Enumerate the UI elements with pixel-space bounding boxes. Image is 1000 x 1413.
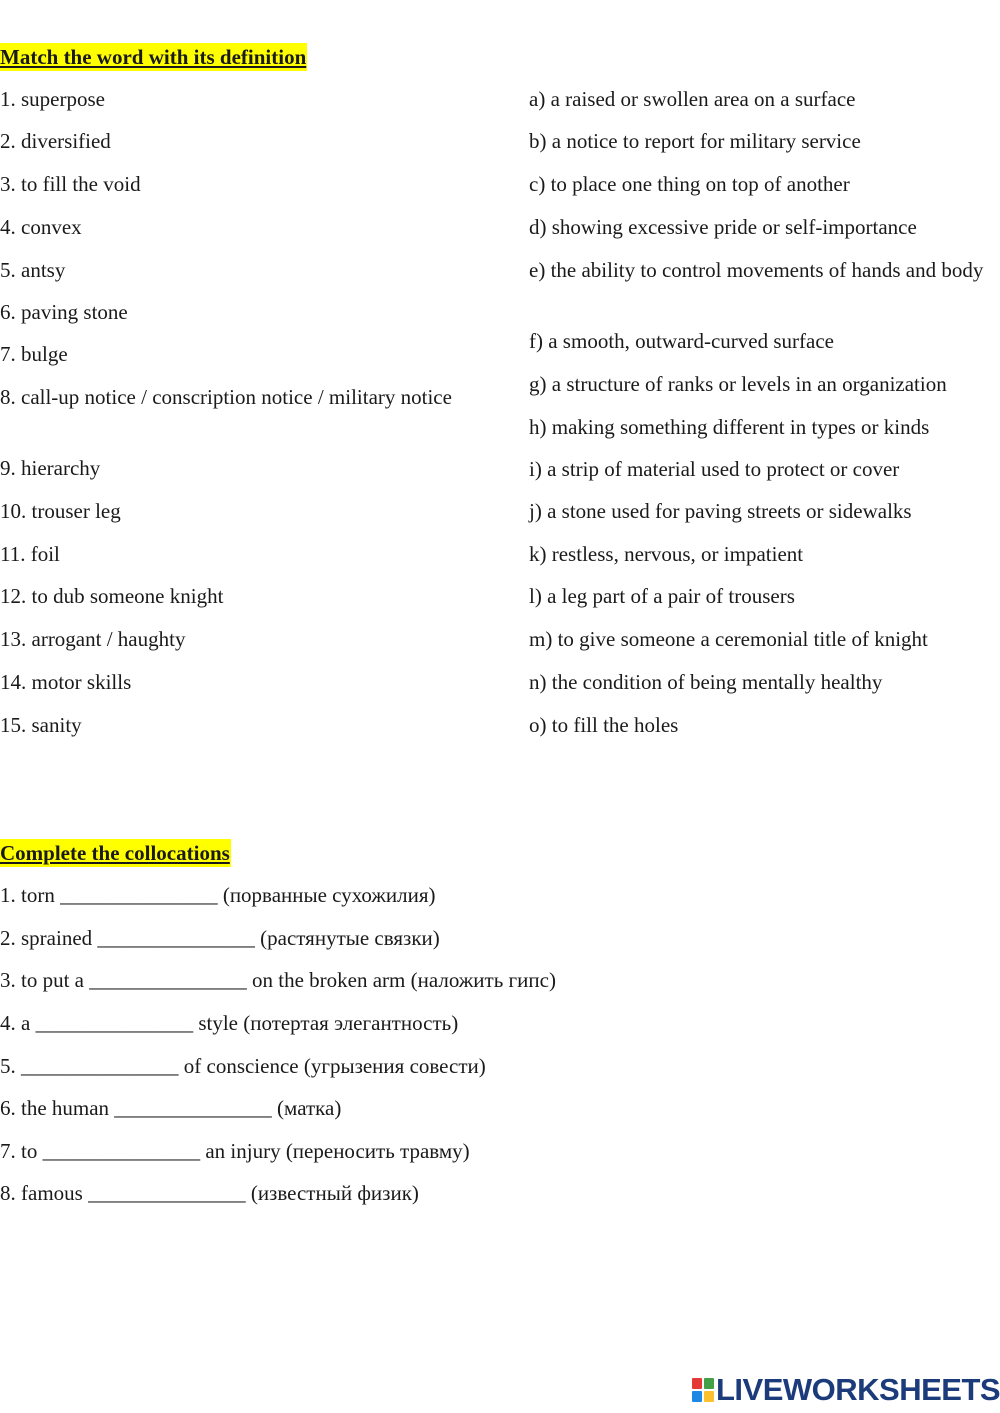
definition-item: i) a strip of material used to protect or cover	[529, 457, 900, 481]
definition-item: b) a notice to report for military service	[529, 129, 861, 153]
word-item: 3. to fill the void	[0, 172, 141, 196]
collocation-item: 5. _______________ of conscience (угрызения совести)	[0, 1054, 486, 1078]
definition-item: k) restless, nervous, or impatient	[529, 542, 804, 566]
match-heading: Match the word with its definition	[0, 45, 307, 69]
definition-item: n) the condition of being mentally healthy	[529, 670, 883, 694]
definition-item: a) a raised or swollen area on a surface	[529, 87, 856, 111]
word-item: 12. to dub someone knight	[0, 584, 224, 608]
collocation-item: 7. to _______________ an injury (переносить травму)	[0, 1139, 470, 1163]
word-item: 2. diversified	[0, 129, 111, 153]
definition-item: g) a structure of ranks or levels in an organization	[529, 372, 947, 396]
word-item: 7. bulge	[0, 342, 68, 366]
logo-square	[692, 1391, 702, 1402]
definition-item: l) a leg part of a pair of trousers	[529, 584, 795, 608]
word-item: 5. antsy	[0, 258, 66, 282]
logo-square	[704, 1378, 714, 1389]
word-item: 10. trouser leg	[0, 499, 121, 523]
definition-item: j) a stone used for paving streets or sidewalks	[529, 499, 912, 523]
word-item: 15. sanity	[0, 713, 82, 737]
definition-item: d) showing excessive pride or self-importance	[529, 215, 917, 239]
collocations-heading: Complete the collocations	[0, 841, 230, 865]
word-item: 9. hierarchy	[0, 456, 101, 480]
collocation-item: 1. torn _______________ (порванные сухожилия)	[0, 883, 436, 907]
liveworksheets-logo	[692, 1372, 1000, 1408]
word-item: 11. foil	[0, 542, 60, 566]
logo-text: LIVEWORKSHEETS	[716, 1372, 1000, 1407]
definition-item: e) the ability to control movements of hands and body	[529, 258, 984, 282]
collocation-item: 8. famous _______________ (известный физик)	[0, 1181, 419, 1205]
logo-grid-icon	[692, 1378, 714, 1402]
definition-item: c) to place one thing on top of another	[529, 172, 850, 196]
word-item: 4. convex	[0, 215, 82, 239]
definition-item: f) a smooth, outward-curved surface	[529, 329, 834, 353]
word-item: 1. superpose	[0, 87, 105, 111]
definition-item: o) to fill the holes	[529, 713, 679, 737]
word-item: 14. motor skills	[0, 670, 132, 694]
word-item: 6. paving stone	[0, 300, 128, 324]
collocation-item: 6. the human _______________ (матка)	[0, 1096, 342, 1120]
collocation-item: 2. sprained _______________ (растянутые связки)	[0, 926, 440, 950]
collocation-item: 4. a _______________ style (потертая элегантность)	[0, 1011, 459, 1035]
word-item: 13. arrogant / haughty	[0, 627, 186, 651]
logo-square	[704, 1391, 714, 1402]
definition-item: m) to give someone a ceremonial title of knight	[529, 627, 928, 651]
word-item: 8. call-up notice / conscription notice / military notice	[0, 385, 452, 409]
collocation-item: 3. to put a _______________ on the broken arm (наложить гипс)	[0, 968, 556, 992]
logo-square	[692, 1378, 702, 1389]
definition-item: h) making something different in types or kinds	[529, 415, 930, 439]
